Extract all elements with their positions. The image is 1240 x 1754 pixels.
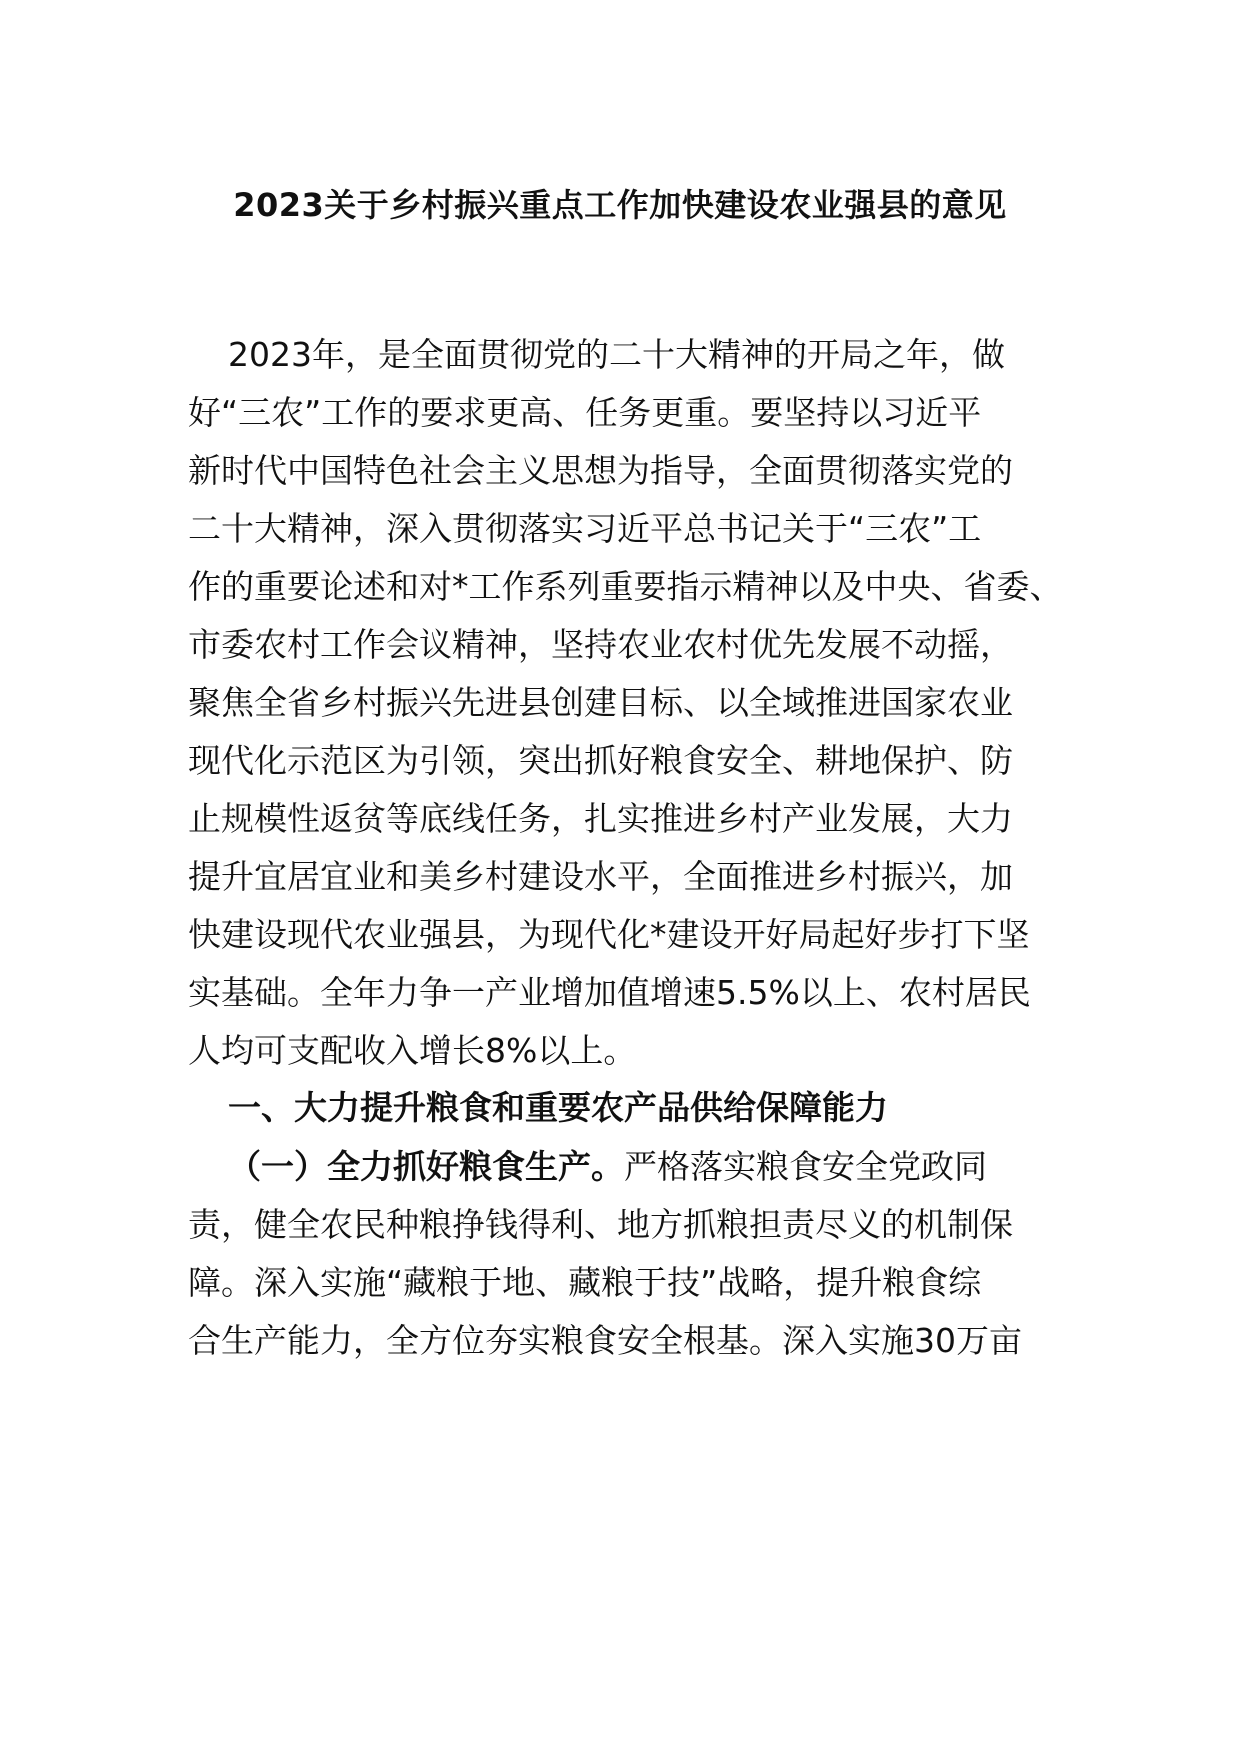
- subsection-first-line-text: 严格落实粮食安全党政同: [624, 1147, 987, 1186]
- subsection-lead: （一）全力抓好粮食生产。: [228, 1147, 624, 1186]
- paragraph-line: 提升宜居宜业和美乡村建设水平，全面推进乡村振兴，加: [188, 857, 1013, 896]
- paragraph-line: 市委农村工作会议精神，坚持农业农村优先发展不动摇，: [188, 625, 1013, 664]
- paragraph-line: 好“三农”工作的要求更高、任务更重。要坚持以习近平: [188, 393, 982, 432]
- paragraph-line: 二十大精神，深入贯彻落实习近平总书记关于“三农”工: [188, 509, 982, 548]
- paragraph-line: 现代化示范区为引领，突出抓好粮食安全、耕地保护、防: [188, 741, 1013, 780]
- paragraph-line: 2023年，是全面贯彻党的二十大精神的开局之年，做: [228, 335, 1005, 374]
- paragraph-line: 责，健全农民种粮挣钱得利、地方抓粮担责尽义的机制保: [188, 1205, 1013, 1244]
- paragraph-line: 人均可支配收入增长8%以上。: [188, 1031, 637, 1070]
- paragraph-line: 障。深入实施“藏粮于地、藏粮于技”战略，提升粮食综: [188, 1263, 982, 1302]
- paragraph-line: 止规模性返贫等底线任务，扎实推进乡村产业发展，大力: [188, 799, 1013, 838]
- paragraph-line: 实基础。全年力争一产业增加值增速5.5%以上、农村居民: [188, 973, 1031, 1012]
- subsection-first-line: [228, 1145, 987, 1189]
- document-title: 2023关于乡村振兴重点工作加快建设农业强县的意见: [233, 186, 1007, 224]
- paragraph-line: 合生产能力，全方位夯实粮食安全根基。深入实施30万亩: [188, 1321, 1022, 1360]
- paragraph-line: 聚焦全省乡村振兴先进县创建目标、以全域推进国家农业: [188, 683, 1013, 722]
- paragraph-line: 快建设现代农业强县，为现代化*建设开好局起好步打下坚: [188, 915, 1030, 954]
- section-heading: 一、大力提升粮食和重要农产品供给保障能力: [228, 1088, 888, 1127]
- paragraph-line: 作的重要论述和对*工作系列重要指示精神以及中央、省委、: [188, 567, 1063, 606]
- paragraph-line: 新时代中国特色社会主义思想为指导，全面贯彻落实党的: [188, 451, 1013, 490]
